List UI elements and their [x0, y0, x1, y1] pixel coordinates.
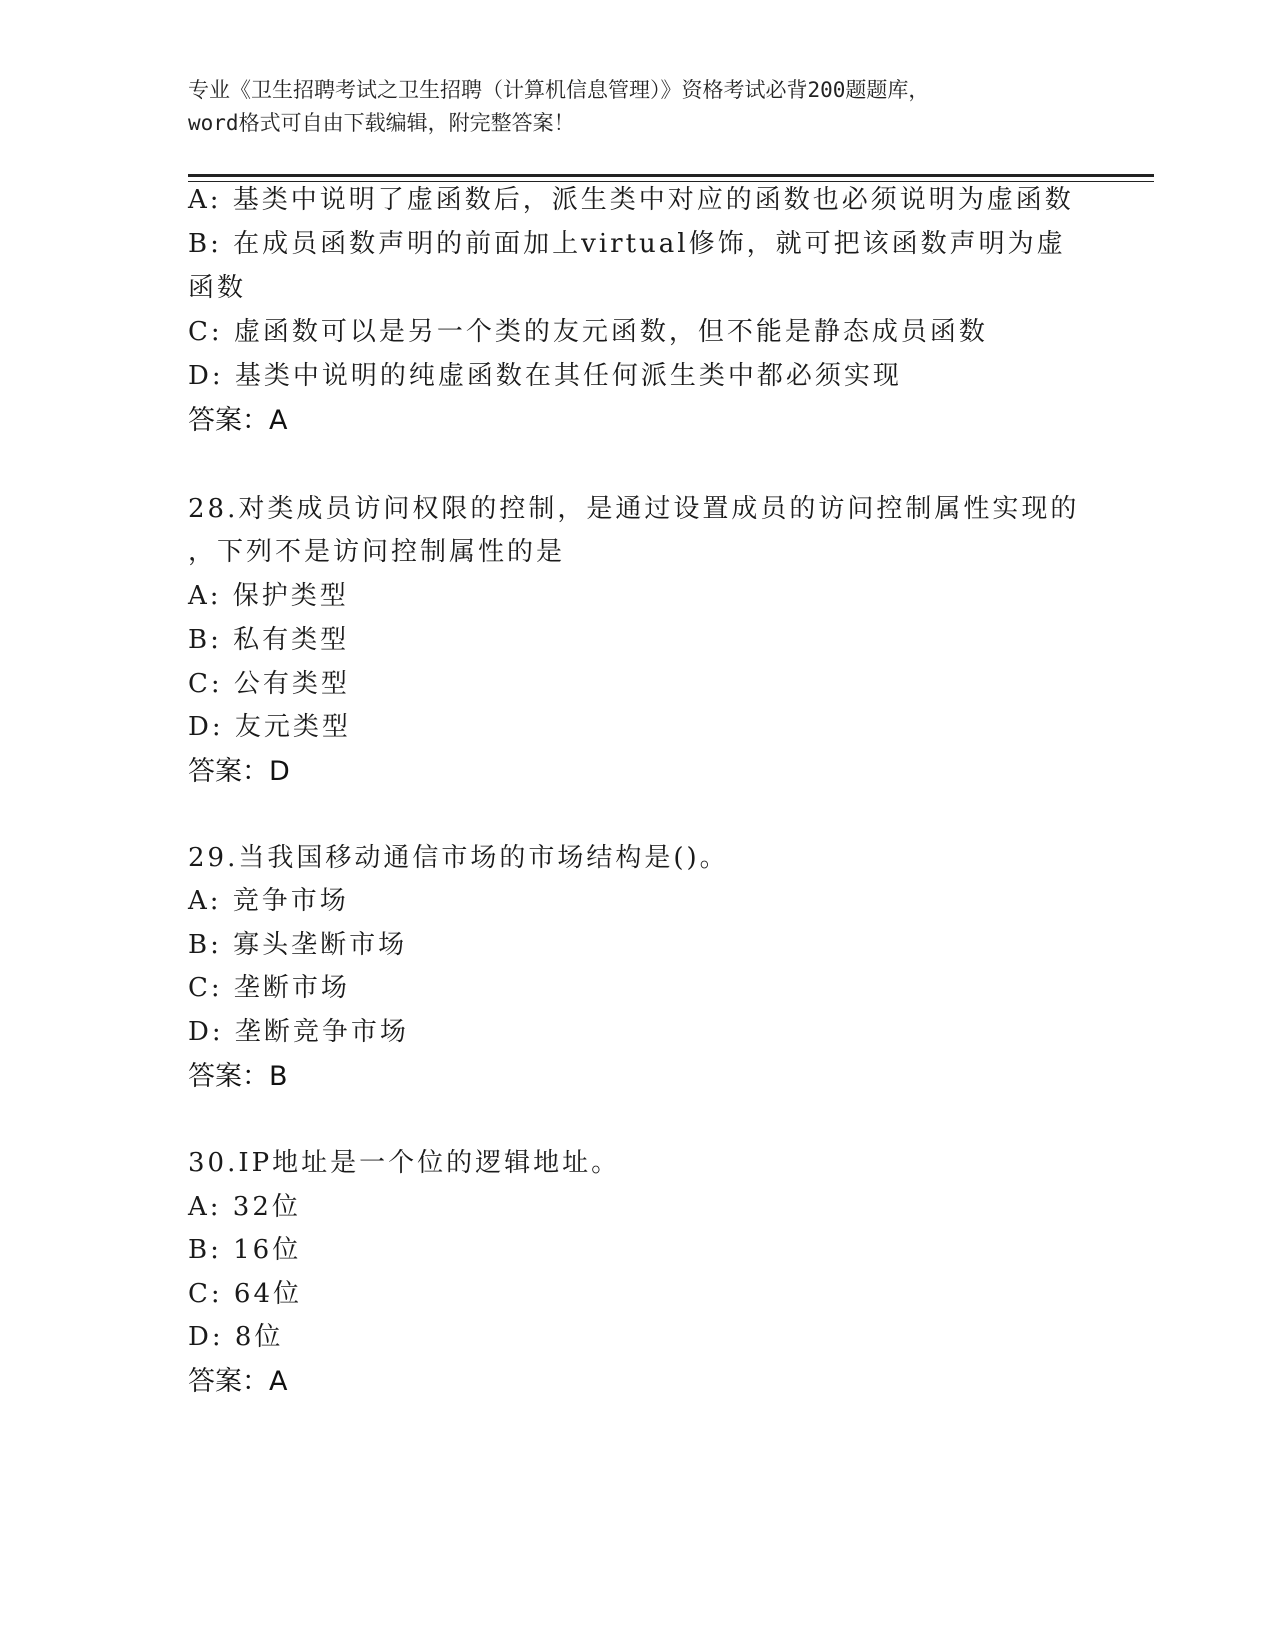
q28-option-b: B: 私有类型 [188, 625, 350, 655]
q30-answer: 答案：A [188, 1366, 288, 1397]
q28-option-d: D: 友元类型 [188, 712, 351, 742]
q30-question: 30.IP地址是一个位的逻辑地址。 [188, 1148, 621, 1178]
q27-option-b: B: 在成员函数声明的前面加上virtual修饰，就可把该函数声明为虚 [188, 229, 1066, 259]
q29-option-c: C: 垄断市场 [188, 973, 350, 1003]
q30-option-a: A: 32位 [188, 1192, 301, 1222]
q29-option-b: B: 寡头垄断市场 [188, 930, 408, 960]
header-title-line-2: word格式可自由下载编辑，附完整答案！ [188, 111, 575, 135]
q28-question-continued: ，下列不是访问控制属性的是 [188, 537, 566, 567]
q30-option-d: D: 8位 [188, 1322, 284, 1352]
q28-option-a: A: 保护类型 [188, 581, 349, 611]
header-divider-thick [188, 174, 1154, 177]
q30-option-c: C: 64位 [188, 1279, 303, 1309]
q28-answer: 答案：D [188, 756, 290, 787]
q28-option-c: C: 公有类型 [188, 669, 350, 699]
q28-question: 28.对类成员访问权限的控制，是通过设置成员的访问控制属性实现的 [188, 494, 1080, 524]
q29-question: 29.当我国移动通信市场的市场结构是()。 [188, 843, 729, 873]
q27-option-b-continued: 函数 [188, 273, 247, 303]
q27-option-d: D: 基类中说明的纯虚函数在其任何派生类中都必须实现 [188, 361, 902, 391]
q27-answer: 答案：A [188, 405, 288, 436]
q27-option-a: A: 基类中说明了虚函数后，派生类中对应的函数也必须说明为虚函数 [188, 185, 1074, 215]
q29-option-d: D: 垄断竞争市场 [188, 1017, 409, 1047]
q27-option-c: C: 虚函数可以是另一个类的友元函数，但不能是静态成员函数 [188, 317, 988, 347]
document-header [188, 74, 1088, 140]
q29-option-a: A: 竞争市场 [188, 886, 349, 916]
q29-answer: 答案：B [188, 1061, 288, 1092]
q30-option-b: B: 16位 [188, 1235, 302, 1265]
header-title-line-1: 专业《卫生招聘考试之卫生招聘（计算机信息管理）》资格考试必背200题题库， [188, 78, 930, 102]
